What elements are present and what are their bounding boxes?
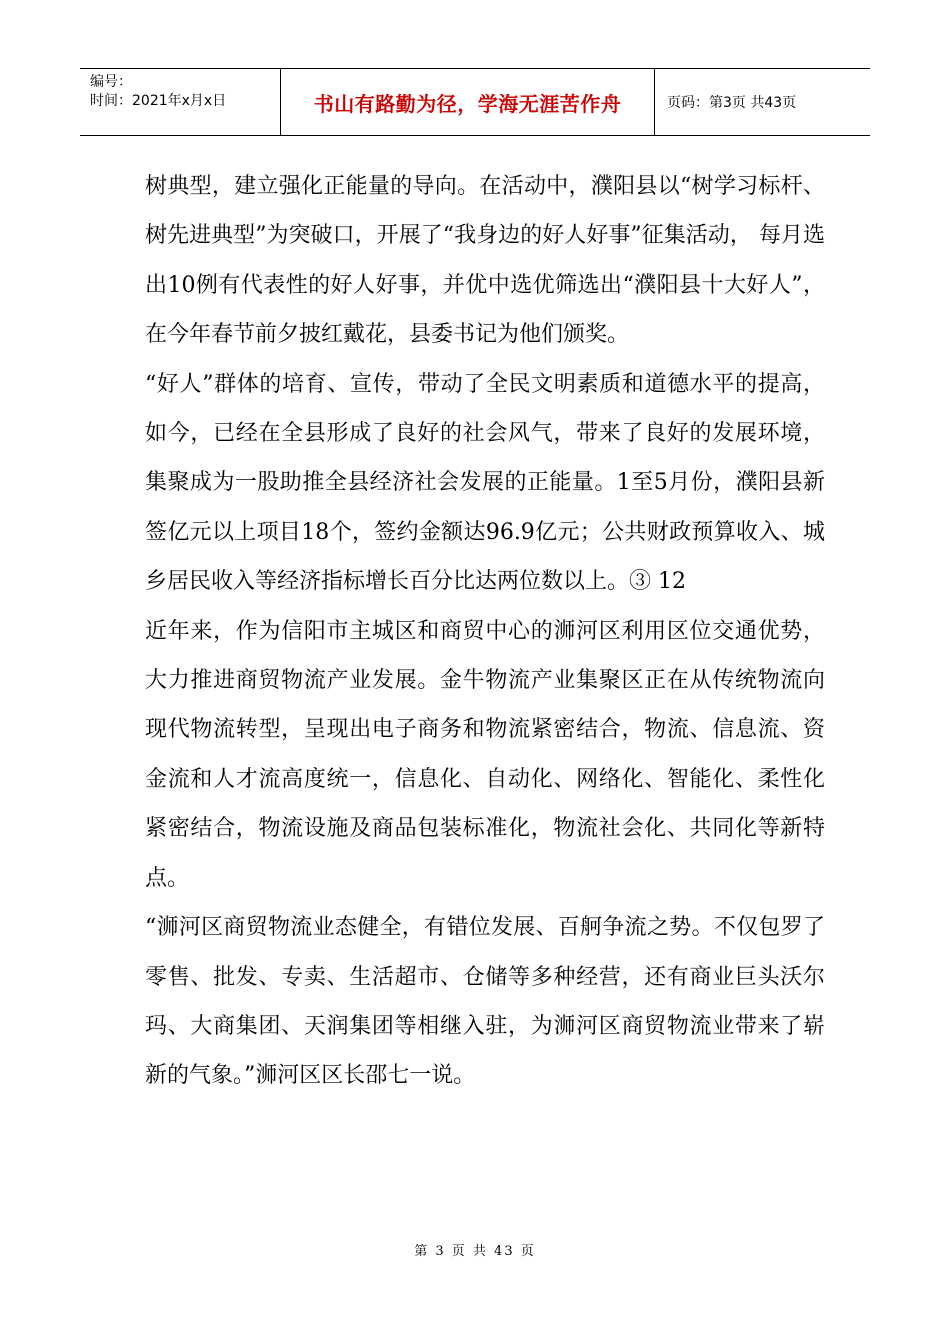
page-footer: 第 3 页 共 43 页 <box>414 1244 536 1259</box>
body-paragraph: 近年来，作为信阳市主城区和商贸中心的浉河区利用区位交通优势，大力推进商贸物流产业发展。金牛物流产业集聚区正在从传统物流向现代物流转型，呈现出电子商务和物流紧密结合，物流、信息流、资金流和人才流高度统一，信息化、自动化、网络化、智能化、柔性化紧密结合，物流设施及商品包装标准化，物流社会化、共同化等新特点。 <box>145 618 825 891</box>
document-number-label: 编号： <box>90 74 132 90</box>
header-page-info: 页码：第3页 共43页 <box>667 95 797 111</box>
header-meta <box>80 69 280 135</box>
body-paragraph: “浉河区商贸物流业态健全，有错位发展、百舸争流之势。不仅包罗了零售、批发、专卖、生活超市、仓储等多种经营，还有商业巨头沃尔玛、大商集团、天润集团等相继入驻，为浉河区商贸物流业带来了崭新的气象。”浉河区区长邵七一说。 <box>145 915 825 1089</box>
page-header <box>80 68 870 136</box>
document-time-label: 时间：2021年x月x日 <box>90 93 227 109</box>
body-paragraph: 树典型，建立强化正能量的导向。在活动中，濮阳县以“树学习标杆、树先进典型”为突破口，开展了“我身边的好人好事”征集活动， 每月选出10例有代表性的好人好事，并优中选优筛选出“濮阳县十大好人”，在今年春节前夕披红戴花，县委书记为他们颁奖。 <box>145 174 825 348</box>
document-body <box>145 162 825 1101</box>
header-motto: 书山有路勤为径，学海无涯苦作舟 <box>280 69 655 135</box>
body-paragraph: “好人”群体的培育、宣传，带动了全民文明素质和道德水平的提高，如今，已经在全县形成了良好的社会风气，带来了良好的发展环境，集聚成为一股助推全县经济社会发展的正能量。1至5月份，濮阳县新签亿元以上项目18个，签约金额达96.9亿元；公共财政预算收入、城乡居民收入等经济指标增长百分比达两位数以上。③ 12 <box>145 371 825 595</box>
